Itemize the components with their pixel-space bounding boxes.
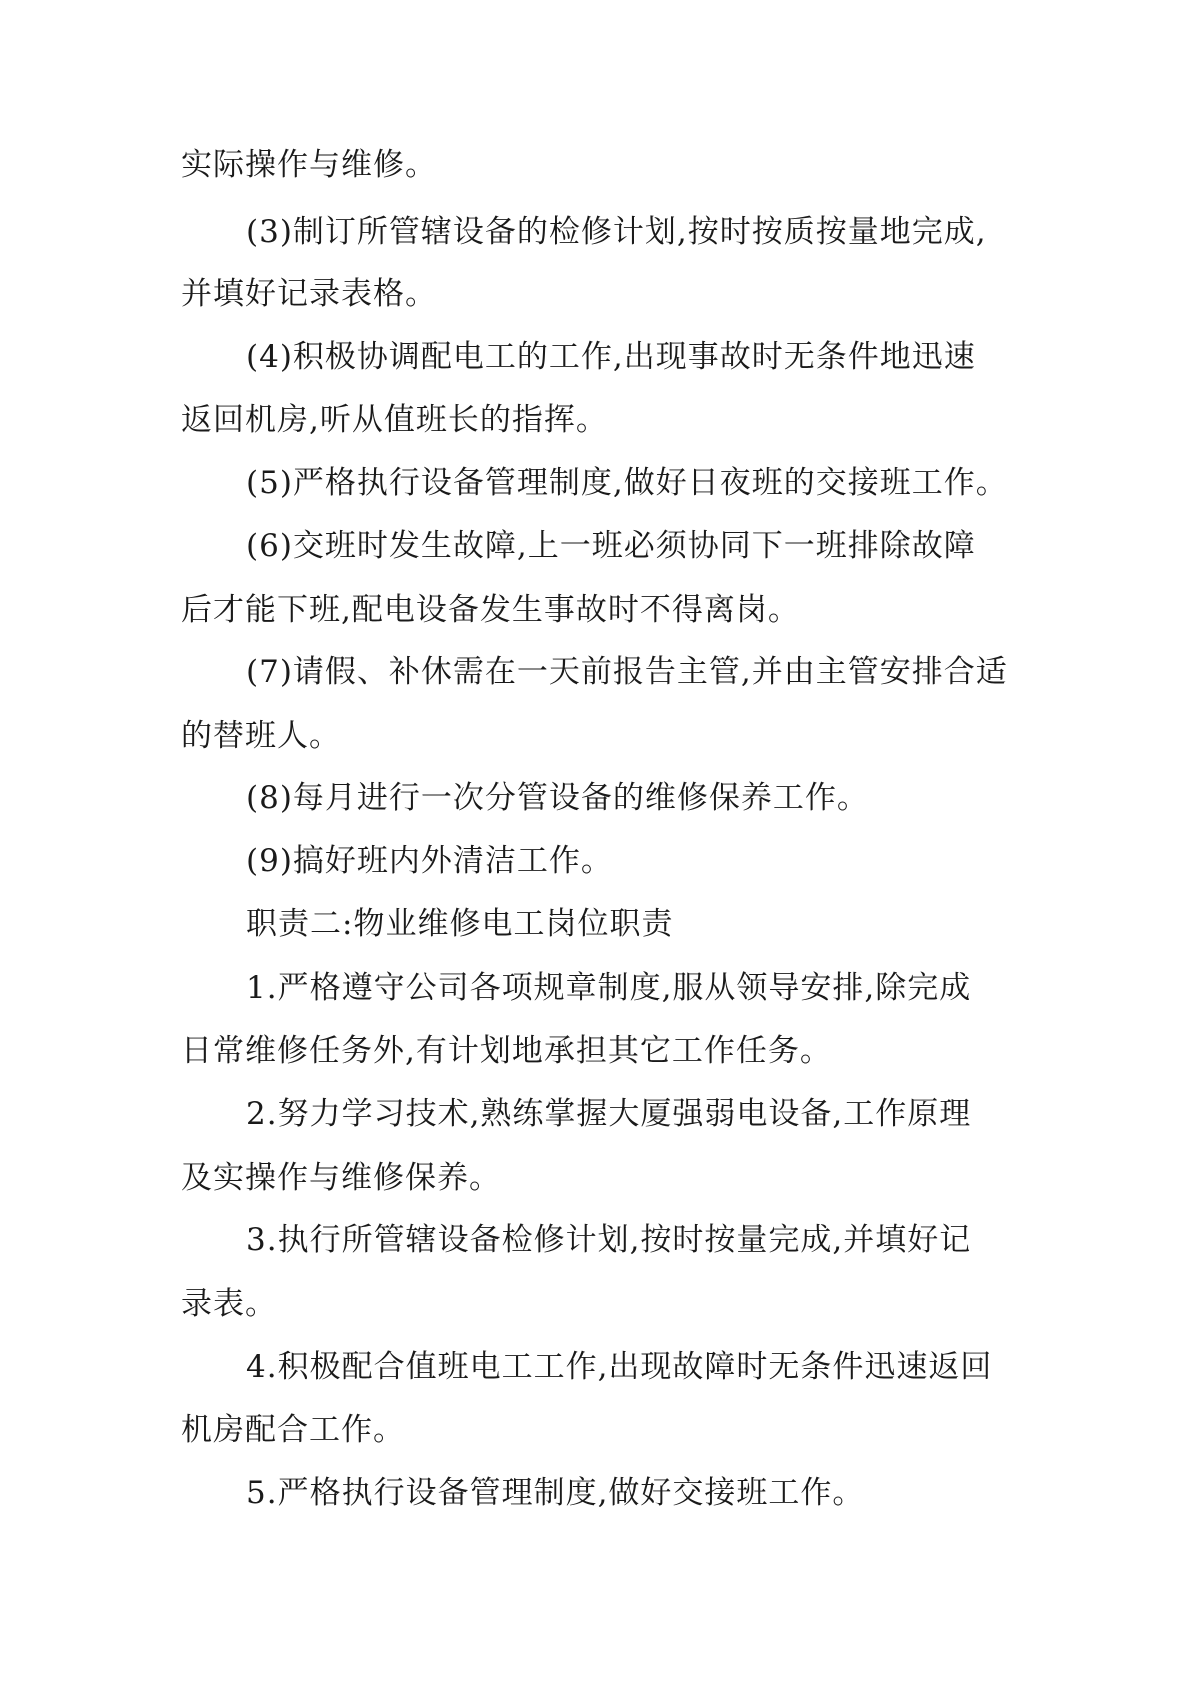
text-line: (6)交班时发生故障,上一班必须协同下一班排除故障 xyxy=(246,528,976,564)
text-line: 机房配合工作。 xyxy=(181,1412,405,1448)
text-line: 1.严格遵守公司各项规章制度,服从领导安排,除完成 xyxy=(246,970,972,1006)
text-line: 3.执行所管辖设备检修计划,按时按量完成,并填好记 xyxy=(246,1222,972,1258)
text-line: (4)积极协调配电工的工作,出现事故时无条件地迅速 xyxy=(246,339,976,375)
text-line: 2.努力学习技术,熟练掌握大厦强弱电设备,工作原理 xyxy=(246,1096,972,1132)
text-line: (3)制订所管辖设备的检修计划,按时按质按量地完成, xyxy=(246,214,987,250)
text-line: 的替班人。 xyxy=(181,718,341,754)
text-line: (8)每月进行一次分管设备的维修保养工作。 xyxy=(246,780,869,816)
text-line: 实际操作与维修。 xyxy=(181,147,437,183)
text-line: 录表。 xyxy=(181,1286,277,1322)
text-line: 后才能下班,配电设备发生事故时不得离岗。 xyxy=(181,592,800,628)
text-line: 5.严格执行设备管理制度,做好交接班工作。 xyxy=(246,1475,865,1511)
text-line: (9)搞好班内外清洁工作。 xyxy=(246,843,613,879)
text-line: 4.积极配合值班电工工作,出现故障时无条件迅速返回 xyxy=(246,1349,993,1385)
text-line: 及实操作与维修保养。 xyxy=(181,1160,501,1196)
text-line: 返回机房,听从值班长的指挥。 xyxy=(181,402,608,438)
section-heading: 职责二:物业维修电工岗位职责 xyxy=(246,906,674,942)
text-line: 日常维修任务外,有计划地承担其它工作任务。 xyxy=(181,1033,832,1069)
text-line: (5)严格执行设备管理制度,做好日夜班的交接班工作。 xyxy=(246,465,1008,501)
text-line: 并填好记录表格。 xyxy=(181,276,437,312)
text-line: (7)请假、补休需在一天前报告主管,并由主管安排合适 xyxy=(246,654,1008,690)
